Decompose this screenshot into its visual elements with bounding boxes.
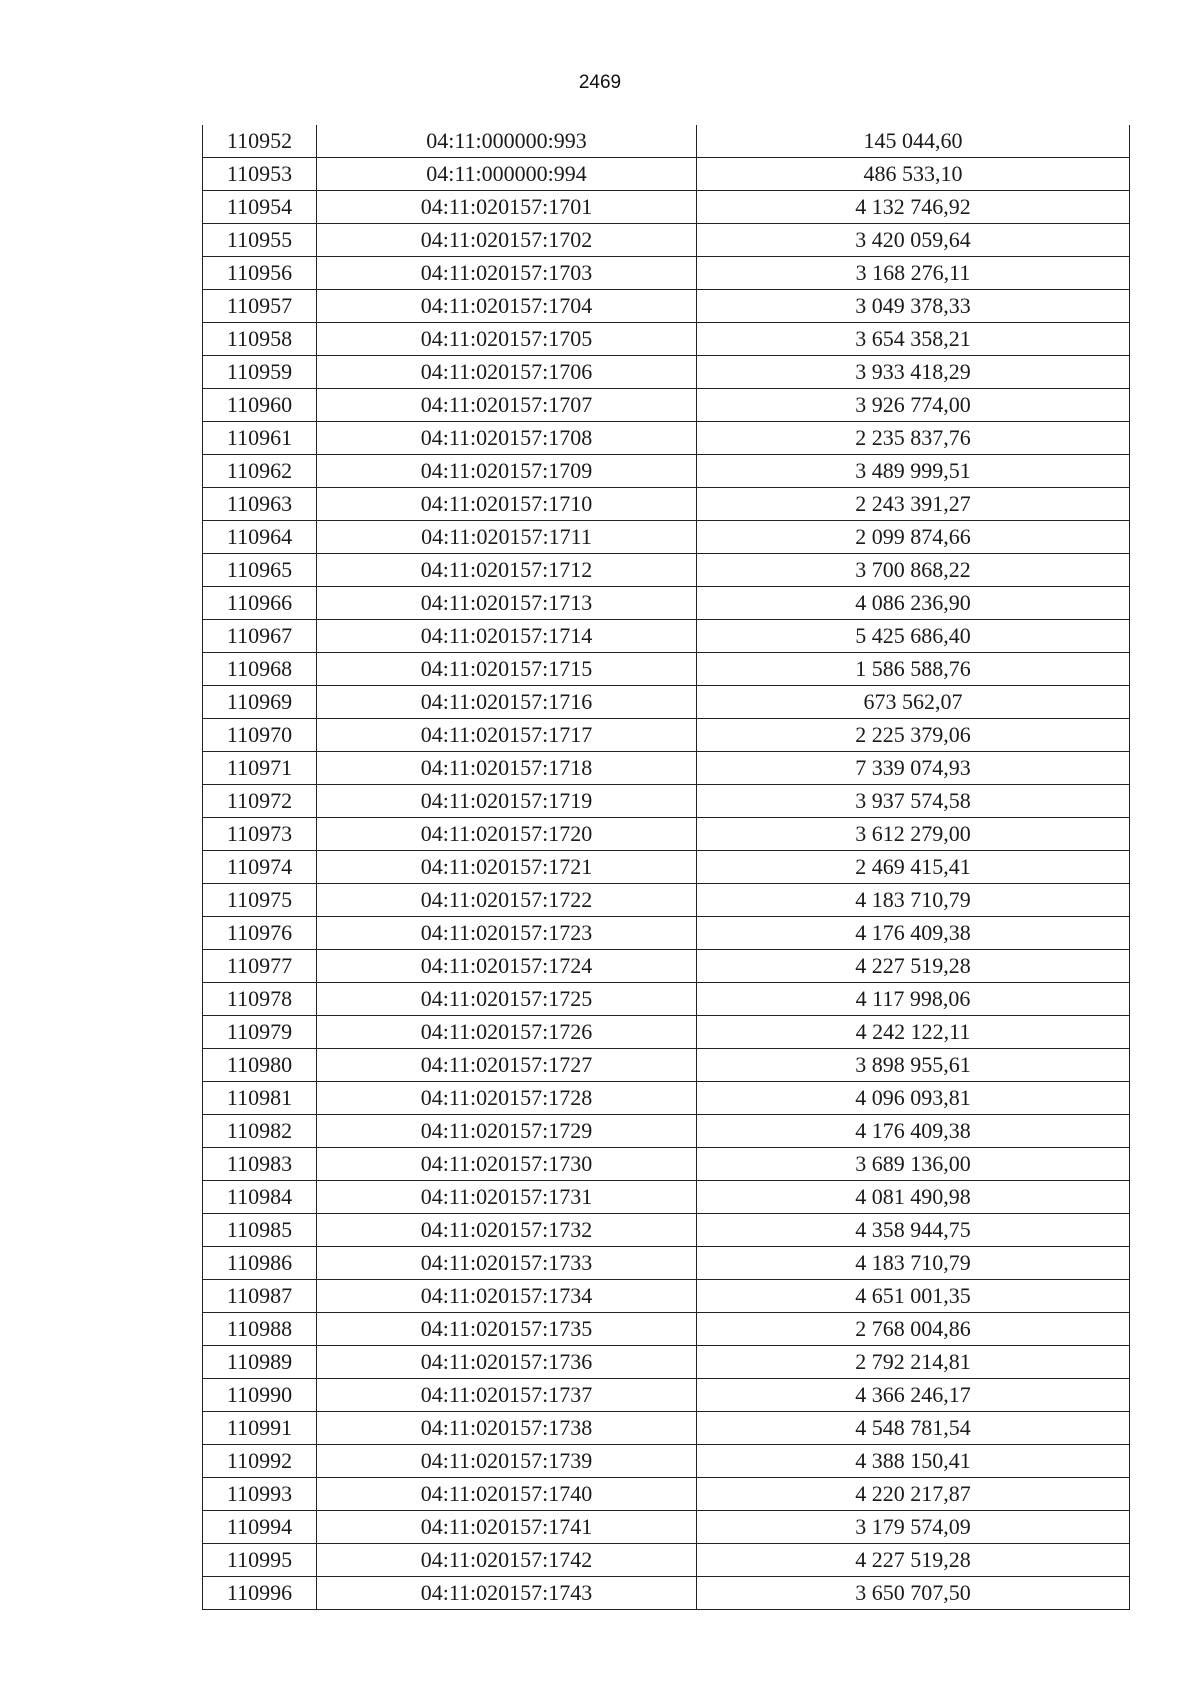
cadastral-number-cell: 04:11:020157:1728 [317,1082,697,1115]
table-row [203,125,1130,158]
cadastral-number-cell: 04:11:020157:1703 [317,257,697,290]
cadastral-number-cell: 04:11:020157:1701 [317,191,697,224]
cadastral-number-cell: 04:11:020157:1724 [317,950,697,983]
cadastral-value-cell: 2 243 391,27 [697,488,1130,521]
table-row [203,950,1130,983]
cadastral-value-cell: 4 227 519,28 [697,950,1130,983]
table-row [203,1379,1130,1412]
table-row [203,1148,1130,1181]
cadastral-number-cell: 04:11:020157:1723 [317,917,697,950]
cadastral-value-cell: 5 425 686,40 [697,620,1130,653]
cadastral-value-cell: 3 898 955,61 [697,1049,1130,1082]
cadastral-number-cell: 04:11:000000:993 [317,125,697,158]
cadastral-number-cell: 04:11:020157:1727 [317,1049,697,1082]
table-row [203,851,1130,884]
table-row [203,455,1130,488]
table-row [203,785,1130,818]
cadastral-value-cell: 2 235 837,76 [697,422,1130,455]
row-number-cell: 110956 [203,257,317,290]
row-number-cell: 110958 [203,323,317,356]
cadastral-value-cell: 4 176 409,38 [697,917,1130,950]
table-row [203,686,1130,719]
cadastral-value-cell: 4 183 710,79 [697,884,1130,917]
cadastral-value-cell: 2 469 415,41 [697,851,1130,884]
table-row [203,818,1130,851]
cadastral-value-cell: 4 366 246,17 [697,1379,1130,1412]
table-row [203,356,1130,389]
cadastral-value-cell: 4 358 944,75 [697,1214,1130,1247]
row-number-cell: 110955 [203,224,317,257]
cadastral-number-cell: 04:11:020157:1711 [317,521,697,554]
row-number-cell: 110984 [203,1181,317,1214]
cadastral-value-cell: 2 225 379,06 [697,719,1130,752]
row-number-cell: 110987 [203,1280,317,1313]
cadastral-value-cell: 4 183 710,79 [697,1247,1130,1280]
cadastral-value-cell: 1 586 588,76 [697,653,1130,686]
table-row [203,158,1130,191]
cadastral-value-cell: 3 049 378,33 [697,290,1130,323]
row-number-cell: 110965 [203,554,317,587]
cadastral-value-cell: 3 179 574,09 [697,1511,1130,1544]
table-row [203,1544,1130,1577]
row-number-cell: 110979 [203,1016,317,1049]
row-number-cell: 110995 [203,1544,317,1577]
cadastral-value-cell: 2 768 004,86 [697,1313,1130,1346]
cadastral-value-cell: 3 689 136,00 [697,1148,1130,1181]
row-number-cell: 110970 [203,719,317,752]
table-row [203,983,1130,1016]
table-row [203,917,1130,950]
row-number-cell: 110961 [203,422,317,455]
table-row [203,1577,1130,1610]
cadastral-number-cell: 04:11:020157:1718 [317,752,697,785]
cadastral-number-cell: 04:11:020157:1706 [317,356,697,389]
cadastral-number-cell: 04:11:020157:1730 [317,1148,697,1181]
page-number: 2469 [578,72,622,93]
cadastral-number-cell: 04:11:020157:1725 [317,983,697,1016]
row-number-cell: 110953 [203,158,317,191]
row-number-cell: 110973 [203,818,317,851]
row-number-cell: 110967 [203,620,317,653]
table-row [203,1445,1130,1478]
row-number-cell: 110960 [203,389,317,422]
table-row [203,389,1130,422]
cadastral-number-cell: 04:11:020157:1710 [317,488,697,521]
table-row [203,521,1130,554]
cadastral-number-cell: 04:11:020157:1721 [317,851,697,884]
row-number-cell: 110978 [203,983,317,1016]
table-row [203,422,1130,455]
cadastral-value-cell: 3 700 868,22 [697,554,1130,587]
cadastral-value-cell: 4 117 998,06 [697,983,1130,1016]
row-number-cell: 110952 [203,125,317,158]
row-number-cell: 110954 [203,191,317,224]
cadastral-value-cell: 4 132 746,92 [697,191,1130,224]
cadastral-value-cell: 4 220 217,87 [697,1478,1130,1511]
row-number-cell: 110990 [203,1379,317,1412]
table-row [203,1478,1130,1511]
row-number-cell: 110971 [203,752,317,785]
cadastral-value-cell: 4 176 409,38 [697,1115,1130,1148]
cadastral-number-cell: 04:11:020157:1717 [317,719,697,752]
cadastral-number-cell: 04:11:020157:1738 [317,1412,697,1445]
table-row [203,1049,1130,1082]
row-number-cell: 110976 [203,917,317,950]
cadastral-value-cell: 4 548 781,54 [697,1412,1130,1445]
cadastral-number-cell: 04:11:020157:1715 [317,653,697,686]
row-number-cell: 110962 [203,455,317,488]
row-number-cell: 110993 [203,1478,317,1511]
table-row [203,1214,1130,1247]
row-number-cell: 110966 [203,587,317,620]
cadastral-value-cell: 3 612 279,00 [697,818,1130,851]
row-number-cell: 110996 [203,1577,317,1610]
cadastral-value-cell: 4 227 519,28 [697,1544,1130,1577]
cadastral-number-cell: 04:11:020157:1729 [317,1115,697,1148]
cadastral-number-cell: 04:11:020157:1708 [317,422,697,455]
table-row [203,554,1130,587]
row-number-cell: 110974 [203,851,317,884]
table-row [203,1016,1130,1049]
table-row [203,1247,1130,1280]
table-row [203,191,1130,224]
cadastral-number-cell: 04:11:020157:1705 [317,323,697,356]
row-number-cell: 110968 [203,653,317,686]
cadastral-number-cell: 04:11:020157:1726 [317,1016,697,1049]
cadastral-number-cell: 04:11:020157:1739 [317,1445,697,1478]
row-number-cell: 110972 [203,785,317,818]
cadastral-value-cell: 3 654 358,21 [697,323,1130,356]
cadastral-number-cell: 04:11:020157:1719 [317,785,697,818]
cadastral-value-cell: 7 339 074,93 [697,752,1130,785]
cadastral-number-cell: 04:11:020157:1716 [317,686,697,719]
row-number-cell: 110985 [203,1214,317,1247]
cadastral-number-cell: 04:11:020157:1712 [317,554,697,587]
cadastral-number-cell: 04:11:020157:1722 [317,884,697,917]
row-number-cell: 110959 [203,356,317,389]
table-row [203,323,1130,356]
table-row [203,719,1130,752]
cadastral-number-cell: 04:11:020157:1740 [317,1478,697,1511]
table-row [203,1082,1130,1115]
table-row [203,488,1130,521]
cadastral-number-cell: 04:11:020157:1735 [317,1313,697,1346]
row-number-cell: 110982 [203,1115,317,1148]
row-number-cell: 110988 [203,1313,317,1346]
cadastral-number-cell: 04:11:000000:994 [317,158,697,191]
row-number-cell: 110963 [203,488,317,521]
cadastral-value-table [202,125,1130,1610]
cadastral-number-cell: 04:11:020157:1720 [317,818,697,851]
cadastral-value-cell: 145 044,60 [697,125,1130,158]
cadastral-number-cell: 04:11:020157:1737 [317,1379,697,1412]
table-row [203,1115,1130,1148]
cadastral-value-cell: 4 651 001,35 [697,1280,1130,1313]
cadastral-value-cell: 3 420 059,64 [697,224,1130,257]
cadastral-value-cell: 486 533,10 [697,158,1130,191]
row-number-cell: 110977 [203,950,317,983]
cadastral-number-cell: 04:11:020157:1707 [317,389,697,422]
table-row [203,752,1130,785]
cadastral-number-cell: 04:11:020157:1743 [317,1577,697,1610]
row-number-cell: 110989 [203,1346,317,1379]
cadastral-value-cell: 2 792 214,81 [697,1346,1130,1379]
cadastral-value-cell: 4 086 236,90 [697,587,1130,620]
table-row [203,1313,1130,1346]
row-number-cell: 110969 [203,686,317,719]
cadastral-value-cell: 3 489 999,51 [697,455,1130,488]
row-number-cell: 110983 [203,1148,317,1181]
cadastral-number-cell: 04:11:020157:1704 [317,290,697,323]
cadastral-value-cell: 3 650 707,50 [697,1577,1130,1610]
row-number-cell: 110980 [203,1049,317,1082]
row-number-cell: 110986 [203,1247,317,1280]
row-number-cell: 110975 [203,884,317,917]
cadastral-number-cell: 04:11:020157:1742 [317,1544,697,1577]
cadastral-number-cell: 04:11:020157:1733 [317,1247,697,1280]
table-row [203,1511,1130,1544]
row-number-cell: 110957 [203,290,317,323]
table-row [203,1280,1130,1313]
cadastral-value-cell: 3 937 574,58 [697,785,1130,818]
cadastral-value-cell: 4 388 150,41 [697,1445,1130,1478]
cadastral-number-cell: 04:11:020157:1702 [317,224,697,257]
cadastral-value-cell: 3 168 276,11 [697,257,1130,290]
cadastral-number-cell: 04:11:020157:1741 [317,1511,697,1544]
row-number-cell: 110991 [203,1412,317,1445]
table-row [203,1181,1130,1214]
cadastral-value-cell: 3 926 774,00 [697,389,1130,422]
cadastral-number-cell: 04:11:020157:1734 [317,1280,697,1313]
table-row [203,587,1130,620]
cadastral-number-cell: 04:11:020157:1713 [317,587,697,620]
table-row [203,884,1130,917]
row-number-cell: 110964 [203,521,317,554]
row-number-cell: 110992 [203,1445,317,1478]
table-row [203,1412,1130,1445]
cadastral-number-cell: 04:11:020157:1736 [317,1346,697,1379]
table-row [203,1346,1130,1379]
cadastral-number-cell: 04:11:020157:1732 [317,1214,697,1247]
cadastral-number-cell: 04:11:020157:1731 [317,1181,697,1214]
cadastral-value-cell: 4 242 122,11 [697,1016,1130,1049]
table-row [203,653,1130,686]
cadastral-value-cell: 3 933 418,29 [697,356,1130,389]
cadastral-value-cell: 4 096 093,81 [697,1082,1130,1115]
cadastral-number-cell: 04:11:020157:1714 [317,620,697,653]
cadastral-number-cell: 04:11:020157:1709 [317,455,697,488]
table-body [203,125,1130,1610]
table-row [203,620,1130,653]
cadastral-value-cell: 673 562,07 [697,686,1130,719]
row-number-cell: 110994 [203,1511,317,1544]
cadastral-value-cell: 2 099 874,66 [697,521,1130,554]
table-row [203,224,1130,257]
row-number-cell: 110981 [203,1082,317,1115]
cadastral-value-cell: 4 081 490,98 [697,1181,1130,1214]
table-row [203,290,1130,323]
table-row [203,257,1130,290]
